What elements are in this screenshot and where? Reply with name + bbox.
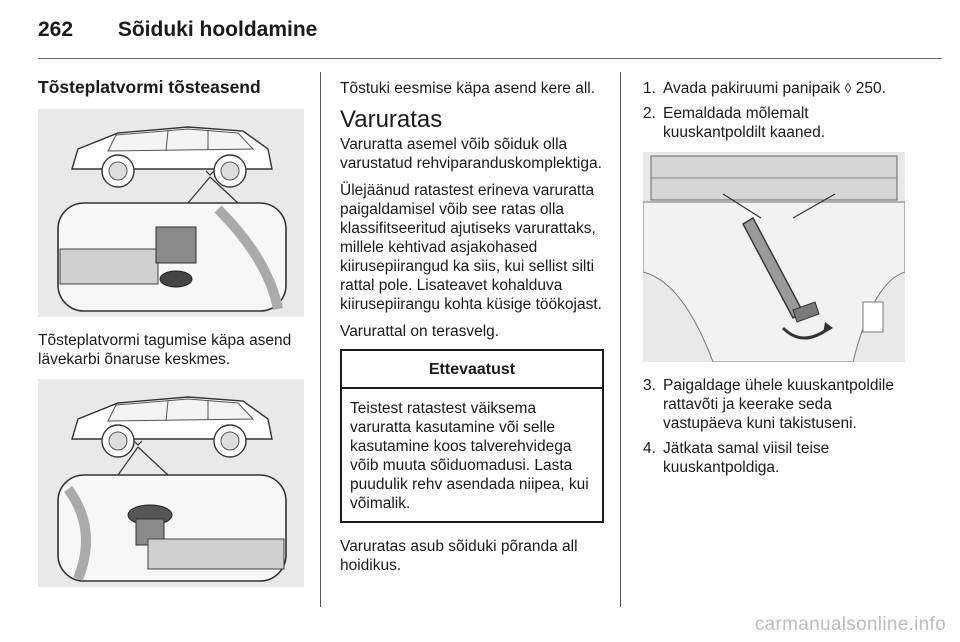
step-number: 1. xyxy=(643,80,656,97)
step-text: Eemaldada mõlemalt kuuskantpoldilt kaaned. xyxy=(663,105,826,141)
section-title-lift-position: Tõsteplatvormi tõsteasend xyxy=(38,77,261,97)
step-text: Jätkata samal viisil teise kuuskantpoldiga. xyxy=(663,440,830,476)
page-header xyxy=(38,18,317,42)
column-divider-1 xyxy=(320,72,321,607)
page-reference[interactable]: 250. xyxy=(855,80,886,97)
step-item xyxy=(643,439,905,477)
caution-title: Ettevaatust xyxy=(342,351,602,389)
column-3 xyxy=(643,79,905,483)
column-2 xyxy=(340,79,604,583)
step-number: 4. xyxy=(643,440,656,457)
step-number: 2. xyxy=(643,105,656,122)
step-text: Avada pakiruumi panipaik xyxy=(663,80,841,97)
steps-list-bottom xyxy=(643,376,905,477)
page-title: Sõiduki hooldamine xyxy=(117,18,318,41)
column-1 xyxy=(38,72,304,587)
caution-text: Teistest ratastest väiksema varuratta kasutamine või selle kasutamine koos talverehvidega võib muuta sõiduomadusi. Lasta puudulik rehv asendada niipea, kui võimalik. xyxy=(350,400,589,512)
spare-wheel-paragraph-1: Varuratta asemel võib sõiduk olla varustatud rehviparanduskomplektiga. xyxy=(340,136,602,172)
page-reference-icon: ◊ xyxy=(844,80,852,96)
spare-wheel-paragraph-4: Varuratas asub sõiduki põranda all hoidikus. xyxy=(340,538,578,574)
step-item xyxy=(643,79,905,98)
step-item xyxy=(643,376,905,433)
header-divider xyxy=(38,58,942,59)
step-item xyxy=(643,104,905,142)
heading-spare-wheel: Varuratas xyxy=(340,106,443,133)
caution-box xyxy=(340,349,604,523)
lift-rear-illustration xyxy=(38,379,304,587)
spare-wheel-paragraph-2: Ülejäänud ratastest erineva varuratta paigaldamisel võib see ratas olla klassifitseeritud ajutiseks varurattaks, millele kehtivad asjakohased kiirusepiirangud ka siis, kui sellist silti rattal pole. Lisateavet kohalduva kiirusepiirangu kohta küsige töökojast. xyxy=(340,182,602,313)
column-divider-2 xyxy=(620,72,621,607)
step-number: 3. xyxy=(643,377,656,394)
trunk-floor-illustration xyxy=(643,152,905,362)
step-text: Paigaldage ühele kuuskantpoldile rattavõti ja keerake seda vastupäeva kuni takistuseni. xyxy=(663,377,894,432)
watermark: carmanualsonline.info xyxy=(754,614,946,635)
lift-rear-paragraph: Tõsteplatvormi tagumise käpa asend lävekarbi õnaruse keskmes. xyxy=(38,332,292,368)
page-number: 262 xyxy=(38,18,74,41)
lift-front-illustration xyxy=(38,109,304,317)
lift-front-caption: Tõstuki eesmise käpa asend kere all. xyxy=(340,80,596,97)
spare-wheel-paragraph-3: Varurattal on terasvelg. xyxy=(340,323,500,340)
steps-list-top xyxy=(643,79,905,142)
